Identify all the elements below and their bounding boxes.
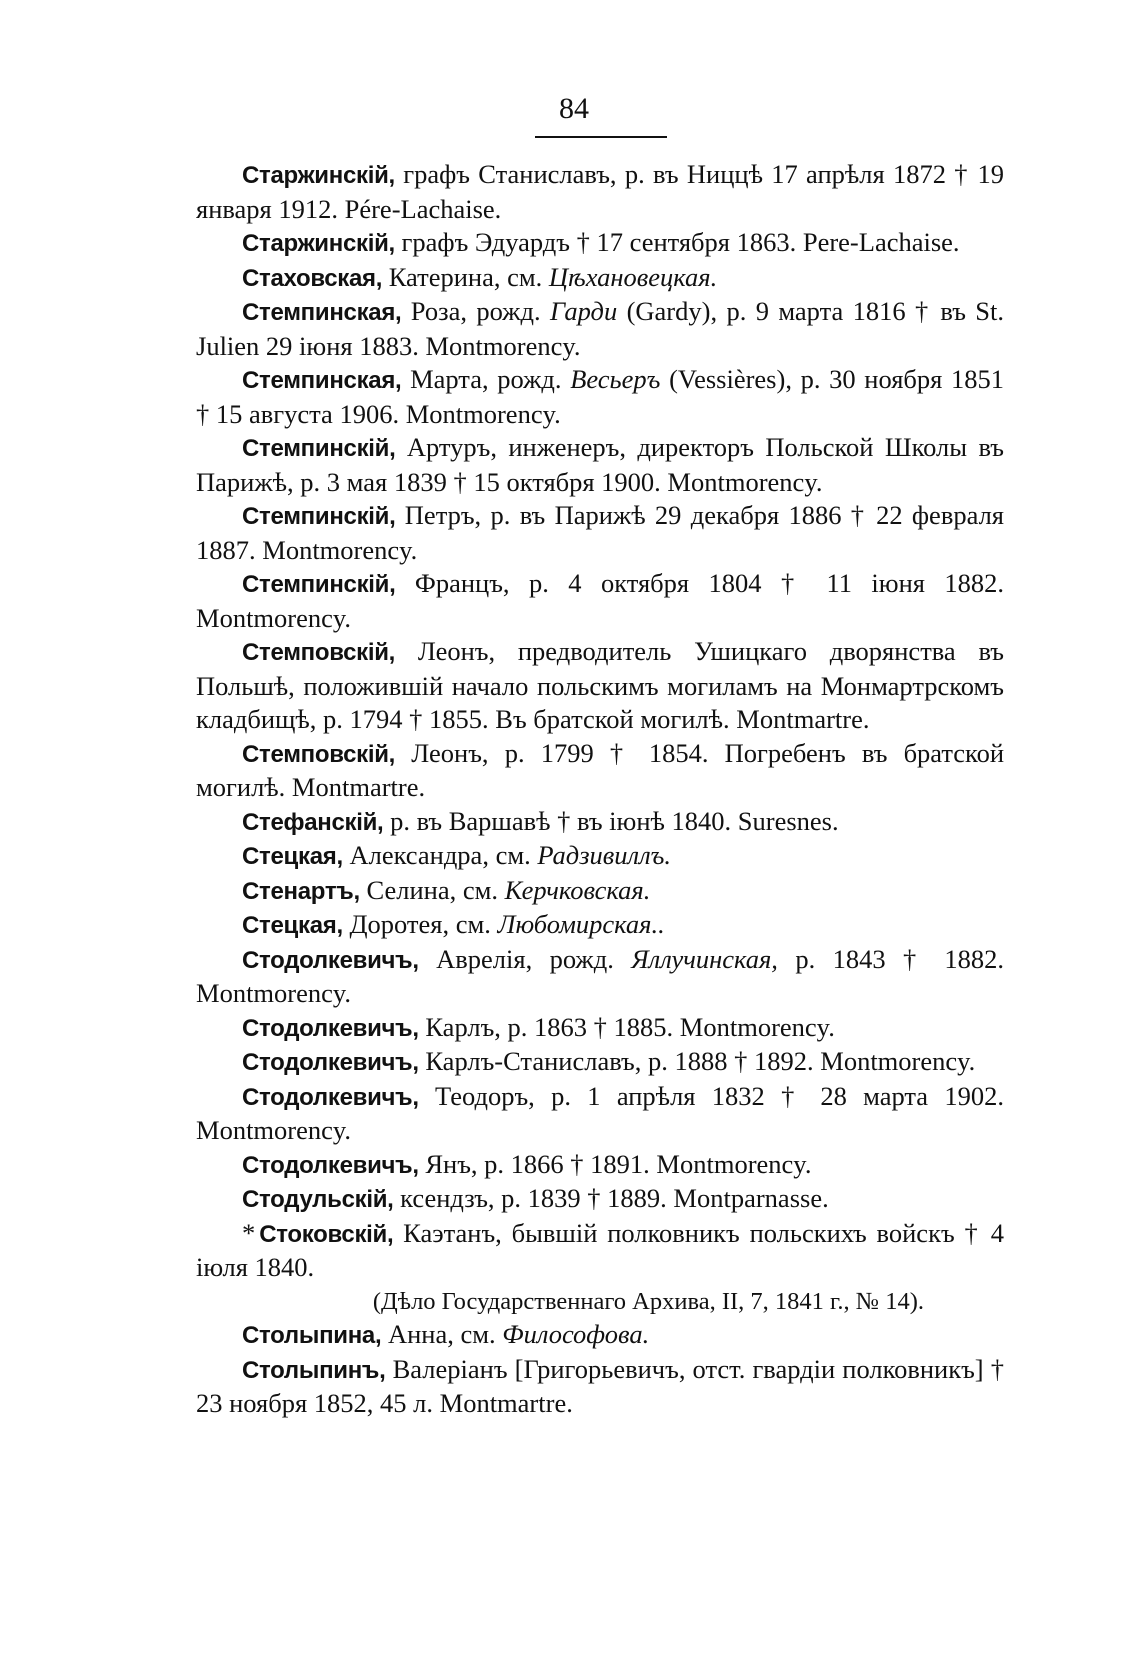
entry: Стемповскій, Леонъ, р. 1799 † 1854. Погребенъ въ братской могилѣ. Montmartre. bbox=[196, 737, 1005, 802]
entry: Столыпинъ, Валеріанъ [Григорьевичъ, отст. гвардіи полковникъ] † 23 ноября 1852, 45 л. Montmartre. bbox=[196, 1353, 1004, 1418]
entry: Старжинскій, графъ Эдуардъ † 17 сентября 1863. Pere-Lachaise. bbox=[242, 227, 960, 257]
archive-source-note: (Дѣло Государственнаго Архива, II, 7, 1841 г., № 14). bbox=[372, 1287, 924, 1315]
entry: Старжинскій, графъ Станиславъ, р. въ Ниццѣ 17 апрѣля 1872 † 19 января 1912. Pére-Lachaise. bbox=[196, 159, 1005, 224]
entry: Стецкая, Доротея, см. Любомирская.. bbox=[242, 909, 665, 939]
entry: Стецкая, Александра, см. Радзивиллъ. bbox=[242, 840, 672, 870]
entry: Стодолкевичъ, Теодоръ, р. 1 апрѣля 1832 † 28 марта 1902. Montmorency. bbox=[196, 1080, 1004, 1145]
page-number: 84 bbox=[559, 92, 589, 125]
entry: Стемпинскій, Артуръ, инженеръ, директоръ Польской Школы въ Парижѣ, р. 3 мая 1839 † 15 октября 1900. Montmorency. bbox=[196, 432, 1004, 497]
page-number-rule bbox=[535, 136, 667, 138]
entry: * Стоковскій, Каэтанъ, бывшій полковникъ польскихъ войскъ † 4 іюля 1840. bbox=[196, 1217, 1004, 1282]
entry: Стодолкевичъ, Карлъ, р. 1863 † 1885. Montmorency. bbox=[242, 1011, 835, 1042]
entry: Столыпина, Анна, см. Философова. bbox=[242, 1319, 650, 1349]
entry: Стенартъ, Селина, см. Керчковская. bbox=[242, 874, 651, 905]
entry: Стодолкевичъ, Аврелія, рожд. Яллучинская, р. 1843 † 1882. Montmorency. bbox=[196, 943, 1005, 1008]
entry: Стемпинская, Марта, рожд. Весьеръ (Vessières), р. 30 ноября 1851 † 15 августа 1906. Montmorency. bbox=[196, 364, 1005, 429]
entry: Стемпинскій, Петръ, р. въ Парижѣ 29 декабря 1886 † 22 февраля 1887. Montmorency. bbox=[196, 500, 1004, 565]
entry: Стемпинская, Роза, рожд. Гарди (Gardy), р. 9 марта 1816 † въ St. Julien 29 іюня 1883. Montmorency. bbox=[196, 296, 1004, 361]
entry: Стаховская, Катерина, см. Цѣхановецкая. bbox=[242, 261, 718, 292]
entry: Стемпинскій, Францъ, р. 4 октября 1804 † 11 іюня 1882. Montmorency. bbox=[196, 568, 1004, 633]
entry: Стодолкевичъ, Янъ, р. 1866 † 1891. Montmorency. bbox=[242, 1148, 812, 1179]
entry: Стемповскій, Леонъ, предводитель Ушицкаго дворянства въ Польшѣ, положившій начало польскимъ могиламъ на Монмартрскомъ кладбищѣ, р. 1794 † 1855. Въ братской могилѣ. Montmartre. bbox=[196, 636, 1005, 734]
entry-list bbox=[196, 158, 1004, 1421]
entry: Стодолкевичъ, Карлъ-Станиславъ, р. 1888 † 1892. Montmorency. bbox=[242, 1046, 976, 1076]
entry: Стодульскій, ксендзъ, р. 1839 † 1889. Montparnasse. bbox=[242, 1183, 829, 1213]
entry: Стефанскій, р. въ Варшавѣ † въ іюнѣ 1840. Suresnes. bbox=[242, 805, 839, 836]
